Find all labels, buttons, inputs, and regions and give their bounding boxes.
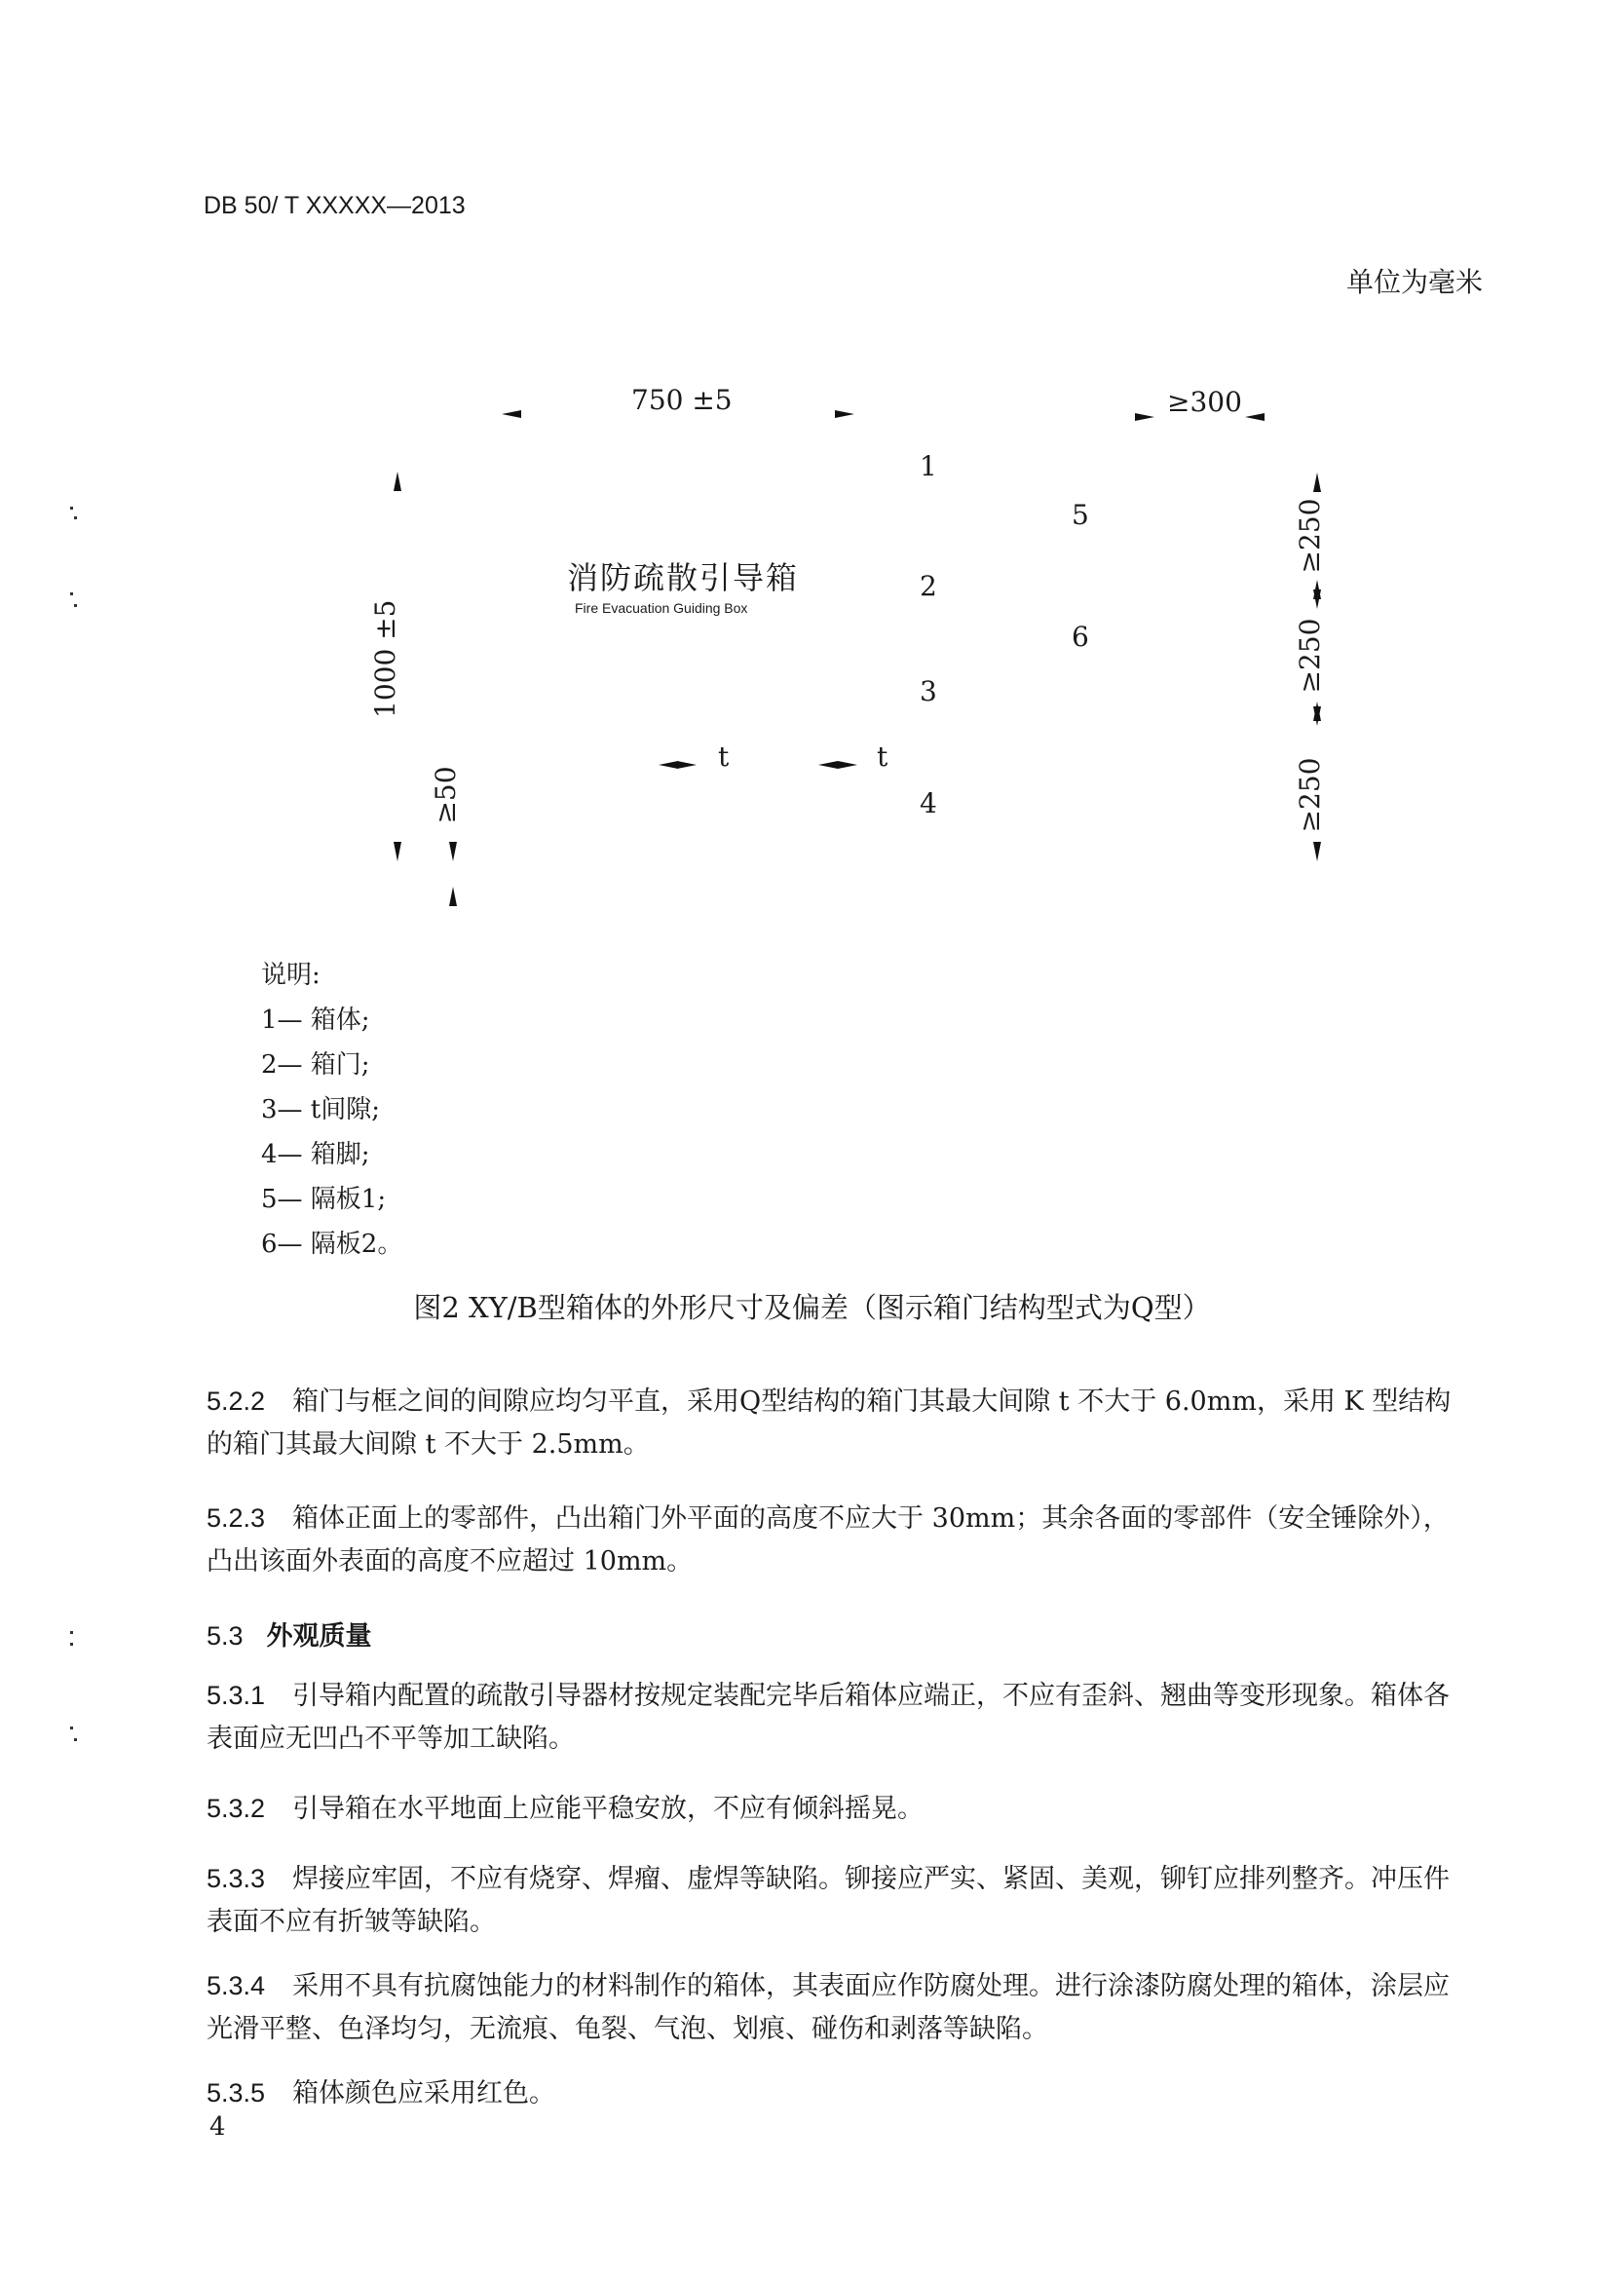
dim-arrow (449, 842, 457, 861)
height-dimension: 1000 ±5 (369, 599, 401, 718)
clause-5-3-4 (207, 1964, 1473, 2051)
dim-arrow (1313, 473, 1321, 492)
dim-arrow (1135, 413, 1154, 421)
box-title-english: Fire Evacuation Guiding Box (575, 600, 748, 616)
clause-number: 5.3.4 (207, 1971, 266, 2000)
clause-5-2-2 (207, 1380, 1473, 1466)
clause-text: 箱门与框之间的间隙应均匀平直，采用Q型结构的箱门其最大间隙 t 不大于 6.0mm，采用 K 型结构的箱门其最大间隙 t 不大于 2.5mm。 (207, 1386, 1452, 1460)
clause-5-3-3 (207, 1857, 1473, 1944)
callout-5: 5 (1072, 499, 1089, 531)
clause-text: 箱体正面上的零部件，凸出箱门外平面的高度不应大于 30mm；其余各面的零部件（安全锤除外），凸出该面外表面的高度不应超过 10mm。 (207, 1503, 1450, 1576)
shelf-dimension-3: ≥250 (1294, 757, 1326, 833)
legend-item: 2— 箱门; (261, 1050, 370, 1080)
clause-5-2-3 (207, 1497, 1473, 1583)
clause-text: 箱体颜色应采用红色。 (292, 2078, 556, 2108)
gap-label: t (718, 741, 730, 773)
scan-mark (70, 1727, 73, 1729)
dim-arrow (1313, 842, 1321, 861)
clause-number: 5.3.3 (207, 1864, 266, 1893)
dim-arrow (818, 761, 838, 769)
legend-item: 1— 箱体; (261, 1006, 370, 1035)
scan-mark (74, 604, 77, 607)
clause-number: 5.3.1 (207, 1681, 266, 1710)
shelf-dimension-1: ≥250 (1294, 498, 1326, 574)
legend-item: 6— 隔板2。 (261, 1230, 403, 1259)
legend-item: 3— t间隙; (261, 1095, 381, 1124)
scan-mark (74, 1738, 77, 1741)
dim-arrow (1245, 413, 1265, 421)
clause-text: 焊接应牢固，不应有烧穿、焊瘤、虚焊等缺陷。铆接应严实、紧固、美观，铆钉应排列整齐。冲压件表面不应有折皱等缺陷。 (207, 1864, 1451, 1937)
width-dimension: 750 ±5 (631, 384, 733, 416)
document-code: DB 50/ T XXXXX—2013 (204, 192, 466, 219)
callout-6: 6 (1072, 621, 1089, 653)
callout-4: 4 (920, 787, 937, 819)
section-title: 外观质量 (266, 1621, 372, 1651)
dim-arrow (449, 887, 457, 906)
callout-3: 3 (920, 675, 937, 707)
clause-5-3-5 (207, 2071, 1473, 2115)
legend-title: 说明: (261, 961, 321, 990)
section-heading (207, 1614, 372, 1652)
figure-caption: 图2 XY/B型箱体的外形尺寸及偏差（图示箱门结构型式为Q型） (413, 1291, 1211, 1324)
callout-2: 2 (920, 570, 937, 602)
dim-arrow (838, 761, 857, 769)
page-number: 4 (209, 2112, 226, 2142)
unit-note: 单位为毫米 (1345, 266, 1483, 298)
scan-mark (70, 1631, 73, 1634)
clause-text: 引导箱在水平地面上应能平稳安放，不应有倾斜摇晃。 (292, 1794, 925, 1824)
dim-arrow (677, 761, 697, 769)
dim-arrow (659, 761, 678, 769)
foot-dimension: ≥50 (430, 766, 462, 824)
callout-1: 1 (920, 450, 937, 482)
legend-item: 5— 隔板1; (261, 1185, 387, 1214)
dim-arrow (835, 410, 854, 418)
scan-mark (74, 516, 77, 519)
dim-arrow (394, 472, 401, 491)
legend-item: 4— 箱脚; (261, 1140, 370, 1169)
clause-text: 引导箱内配置的疏散引导器材按规定装配完毕后箱体应端正，不应有歪斜、翘曲等变形现象。箱体各表面应无凹凸不平等加工缺陷。 (207, 1681, 1451, 1754)
clause-number: 5.3.5 (207, 2078, 266, 2108)
clause-5-3-2 (207, 1787, 1473, 1831)
clause-number: 5.2.2 (207, 1386, 266, 1416)
dim-arrow (502, 410, 521, 418)
side-clearance-dimension: ≥300 (1167, 386, 1242, 418)
scan-mark (70, 507, 73, 510)
clause-text: 采用不具有抗腐蚀能力的材料制作的箱体，其表面应作防腐处理。进行涂漆防腐处理的箱体，涂层应光滑平整、色泽均匀，无流痕、龟裂、气泡、划痕、碰伤和剥落等缺陷。 (207, 1971, 1451, 2044)
figure-drawing (0, 0, 1624, 935)
clause-5-3-1 (207, 1674, 1473, 1761)
figure-legend (261, 953, 402, 1267)
clause-number: 5.2.3 (207, 1503, 266, 1533)
clause-number: 5.3.2 (207, 1794, 266, 1823)
shelf-dimension-2: ≥250 (1294, 618, 1326, 694)
gap-label: t (877, 741, 888, 773)
scan-mark (70, 592, 73, 595)
scan-mark (70, 1643, 73, 1646)
dim-arrow (394, 842, 401, 861)
box-title-chinese: 消防疏散引导箱 (567, 559, 800, 596)
section-number: 5.3 (207, 1621, 244, 1651)
